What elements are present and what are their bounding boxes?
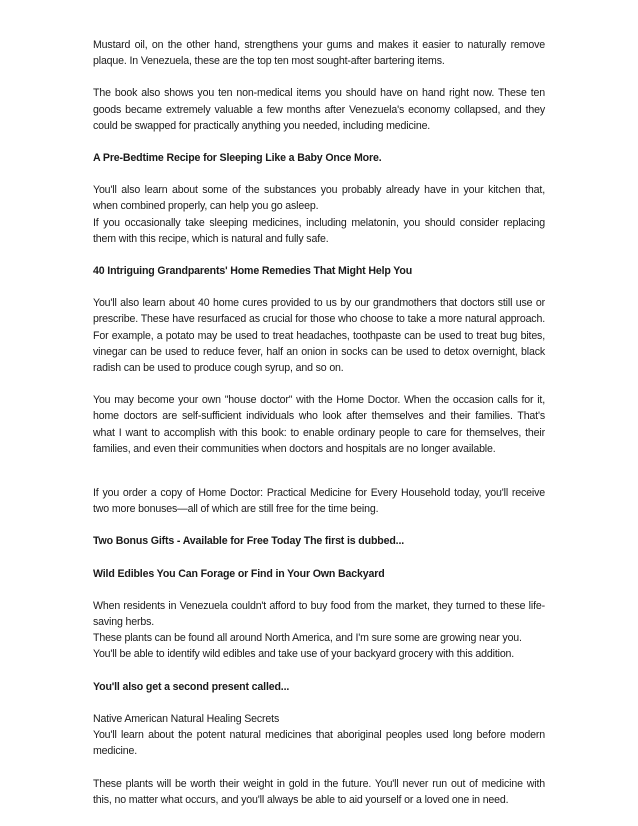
- paragraph-spacer: [93, 376, 545, 392]
- paragraph-text: You'll learn about the potent natural medicines that aboriginal peoples used long before modern medicine.: [93, 729, 545, 758]
- section-heading: 40 Intriguing Grandparents' Home Remedies That Might Help You: [93, 265, 413, 278]
- paragraph-text: You'll also learn about 40 home cures provided to us by our grandmothers that doctors still use or prescribe. These have resurfaced as crucial for those who choose to take a more natural approach. For example, a potato may be used to treat headaches, toothpaste can be used to treat bug bites, vinegar can be used to reduce fever, half an onion in socks can be used to detox overnight, black radish can be used to produce cough syrup, and so on.: [93, 297, 545, 375]
- paragraph-spacer: [93, 695, 545, 711]
- paragraph-spacer: [93, 279, 545, 295]
- section-heading: You'll also get a second present called...: [93, 680, 290, 693]
- paragraph-spacer: [93, 69, 545, 85]
- section-heading: Two Bonus Gifts - Available for Free Today The first is dubbed...: [93, 535, 405, 548]
- paragraph-spacer: [93, 550, 545, 566]
- paragraph-text: These plants can be found all around North America, and I'm sure some are growing near you.: [93, 632, 522, 645]
- paragraph-spacer: [93, 247, 545, 263]
- paragraph-text: If you order a copy of Home Doctor: Practical Medicine for Every Household today, you'll receive two more bonuses—all of which are still free for the time being.: [93, 487, 545, 516]
- section-heading: Wild Edibles You Can Forage or Find in Your Own Backyard: [93, 567, 385, 580]
- paragraph-text: You may become your own "house doctor" with the Home Doctor. When the occasion calls for it, home doctors are self-sufficient individuals who look after themselves and their families. That's what I want to accomplish with this book: to enable ordinary people to care for themselves, their families, and even their communities when doctors and hospitals are no longer available.: [93, 394, 545, 455]
- paragraph-text: If you occasionally take sleeping medicines, including melatonin, you should consider replacing them with this recipe, which is natural and fully safe.: [93, 216, 545, 245]
- paragraph-spacer: [93, 582, 545, 598]
- paragraph-spacer: [93, 663, 545, 679]
- paragraph-spacer: [93, 134, 545, 150]
- paragraph-text: These plants will be worth their weight in gold in the future. You'll never run out of medicine with this, no matter what occurs, and you'll always be able to aid yourself or a loved one in need.: [93, 777, 545, 806]
- paragraph-spacer: [93, 760, 545, 776]
- section-heading: A Pre-Bedtime Recipe for Sleeping Like a Baby Once More.: [93, 152, 382, 165]
- paragraph-spacer: [93, 517, 545, 533]
- paragraph-text: You'll be able to identify wild edibles and take use of your backyard grocery with this addition.: [93, 648, 515, 661]
- paragraph-text: The book also shows you ten non-medical items you should have on hand right now. These ten goods became extremely valuable a few months after Venezuela's economy collapsed, and they could be swapped for practically anything you needed, including medicine.: [93, 87, 545, 132]
- paragraph-text: When residents in Venezuela couldn't afford to buy food from the market, they turned to these life-saving herbs.: [93, 599, 545, 629]
- paragraph-spacer: [93, 457, 545, 485]
- paragraph-spacer: [93, 166, 545, 182]
- paragraph-text: Native American Natural Healing Secrets: [93, 712, 280, 725]
- paragraph-text: You'll also learn about some of the substances you probably already have in your kitchen that, when combined properly, can help you go asleep.: [93, 184, 545, 213]
- document-page: [93, 37, 545, 808]
- paragraph-text: Mustard oil, on the other hand, strengthens your gums and makes it easier to naturally remove plaque. In Venezuela, these are the top ten most sought-after bartering items.: [93, 39, 545, 68]
